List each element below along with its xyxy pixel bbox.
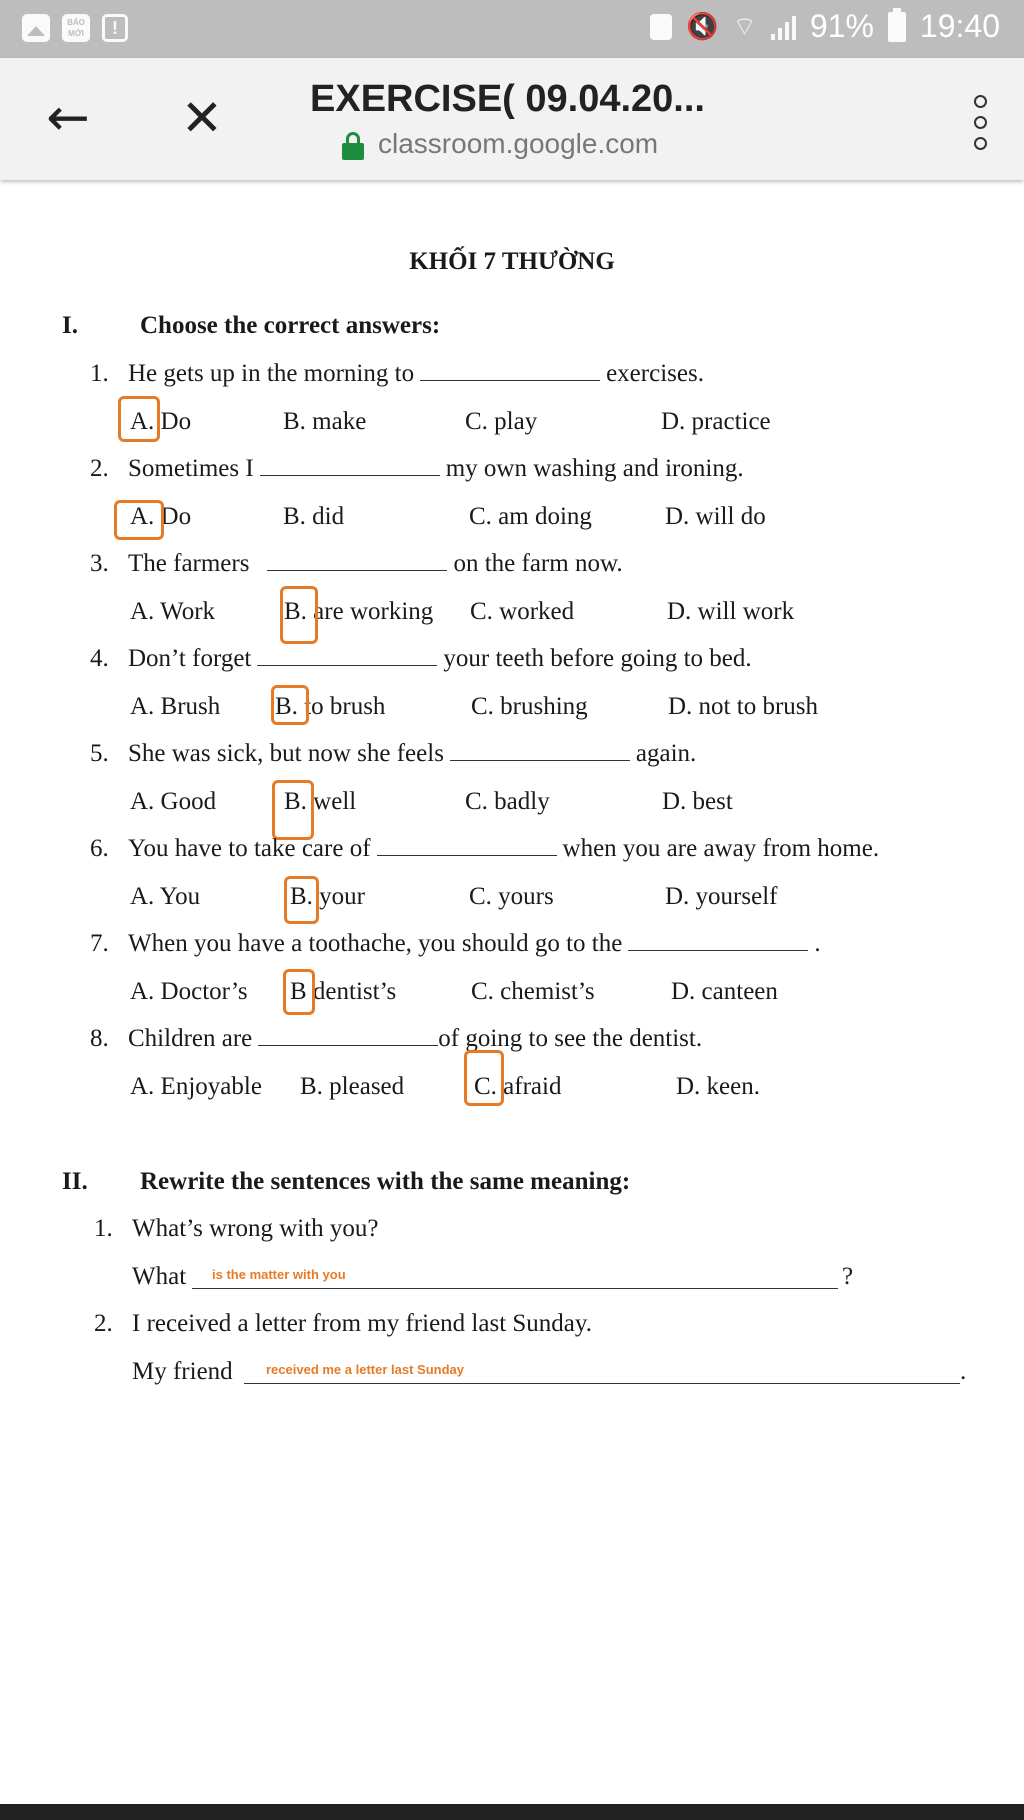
q8-option-b[interactable]: B. pleased [300, 1073, 405, 1100]
q8-option-c[interactable]: C. afraid [474, 1073, 562, 1100]
answer-mark-circle [283, 969, 315, 1015]
more-options-icon[interactable] [960, 86, 1000, 150]
lock-icon [342, 132, 364, 160]
q2-option-b[interactable]: B. did [283, 503, 345, 530]
back-arrow-icon[interactable]: ← [36, 86, 100, 150]
section-1-heading: I. Choose the correct answers: [62, 312, 441, 339]
rewrite-2-end: . [960, 1358, 967, 1385]
q1-option-c[interactable]: C. play [465, 408, 538, 435]
page-url[interactable]: classroom.google.com [378, 128, 659, 159]
navigation-bar [0, 1804, 1024, 1820]
q2-option-c[interactable]: C. am doing [469, 503, 592, 530]
question-4: 4. Don’t forget your teeth before going to bed. [90, 645, 752, 672]
q6-option-a[interactable]: A. You [130, 883, 201, 910]
status-bar [0, 0, 1024, 58]
question-5: 5. She was sick, but now she feels again. [90, 740, 697, 767]
q6-option-b[interactable]: B. your [290, 883, 365, 910]
rewrite-1-sentence: 1. What’s wrong with you? [94, 1215, 379, 1242]
battery-percent: 91% [809, 8, 874, 44]
q5-option-c[interactable]: C. badly [465, 788, 550, 815]
q2-option-a[interactable]: A. Do [130, 503, 192, 530]
question-2: 2. Sometimes I my own washing and ironing. [90, 455, 744, 482]
page-title[interactable]: EXERCISE( 09.04.20... [310, 78, 705, 120]
question-7: 7. When you have a toothache, you should go to the . [90, 930, 821, 957]
q7-option-c[interactable]: C. chemist’s [471, 978, 595, 1005]
signal-icon [771, 14, 796, 40]
q4-option-d[interactable]: D. not to brush [668, 693, 818, 720]
q5-option-d[interactable]: D. best [662, 788, 733, 815]
rewrite-2-handwritten-answer: received me a letter last Sunday [266, 1362, 464, 1377]
document-heading: KHỐI 7 THƯỜNG [409, 248, 615, 275]
q3-option-c[interactable]: C. worked [470, 598, 575, 625]
rewrite-1-end: ? [842, 1263, 854, 1290]
q5-option-a[interactable]: A. Good [130, 788, 217, 815]
rewrite-2-sentence: 2. I received a letter from my friend last Sunday. [94, 1310, 593, 1337]
question-1: 1. He gets up in the morning to exercises. [90, 360, 704, 387]
secure-folder-icon [650, 14, 672, 40]
answer-mark-circle [464, 1050, 504, 1106]
news-app-notification-icon: BÁO MỚI [62, 14, 90, 42]
q7-option-a[interactable]: A. Doctor’s [130, 978, 248, 1005]
section-2-heading: II. Rewrite the sentences with the same meaning: [62, 1168, 631, 1195]
question-3: 3. The farmers on the farm now. [90, 550, 623, 577]
question-6: 6. You have to take care of when you are away from home. [90, 835, 880, 862]
rewrite-1-prompt: What [132, 1263, 187, 1290]
rewrite-2-answer-line[interactable] [244, 1383, 960, 1384]
q3-option-a[interactable]: A. Work [130, 598, 216, 625]
q7-option-b[interactable]: B dentist’s [290, 978, 397, 1005]
q4-option-b[interactable]: B. to brush [275, 693, 386, 720]
q1-option-d[interactable]: D. practice [661, 408, 771, 435]
rewrite-2-prompt: My friend [132, 1358, 233, 1385]
browser-toolbar [0, 58, 1024, 180]
answer-mark-circle [118, 396, 160, 442]
q5-option-b[interactable]: B. well [284, 788, 357, 815]
answer-mark-circle [114, 500, 164, 540]
battery-icon [888, 12, 906, 42]
q2-option-d[interactable]: D. will do [665, 503, 766, 530]
q3-option-b[interactable]: B. are working [284, 598, 434, 625]
rewrite-1-handwritten-answer: is the matter with you [212, 1267, 346, 1282]
q6-option-d[interactable]: D. yourself [665, 883, 778, 910]
q4-option-a[interactable]: A. Brush [130, 693, 221, 720]
q1-option-a[interactable]: A. Do [130, 408, 192, 435]
answer-mark-circle [284, 876, 319, 924]
q8-option-d[interactable]: D. keen. [676, 1073, 760, 1100]
q6-option-c[interactable]: C. yours [469, 883, 554, 910]
close-icon[interactable]: ✕ [170, 86, 234, 150]
wifi-icon: ⌔ [732, 11, 757, 41]
clock: 19:40 [919, 8, 1000, 44]
question-8: 8. Children are of going to see the dentist. [90, 1025, 703, 1052]
answer-mark-circle [280, 586, 318, 644]
mute-icon: 🔇 [686, 11, 719, 41]
answer-mark-circle [272, 780, 314, 840]
alert-notification-icon: ! [102, 14, 128, 42]
answer-mark-circle [271, 685, 309, 725]
q7-option-d[interactable]: D. canteen [671, 978, 778, 1005]
q3-option-d[interactable]: D. will work [667, 598, 795, 625]
q4-option-c[interactable]: C. brushing [471, 693, 588, 720]
gallery-notification-icon [22, 14, 50, 42]
q8-option-a[interactable]: A. Enjoyable [130, 1073, 262, 1100]
rewrite-1-answer-line[interactable] [192, 1288, 838, 1289]
q1-option-b[interactable]: B. make [283, 408, 367, 435]
